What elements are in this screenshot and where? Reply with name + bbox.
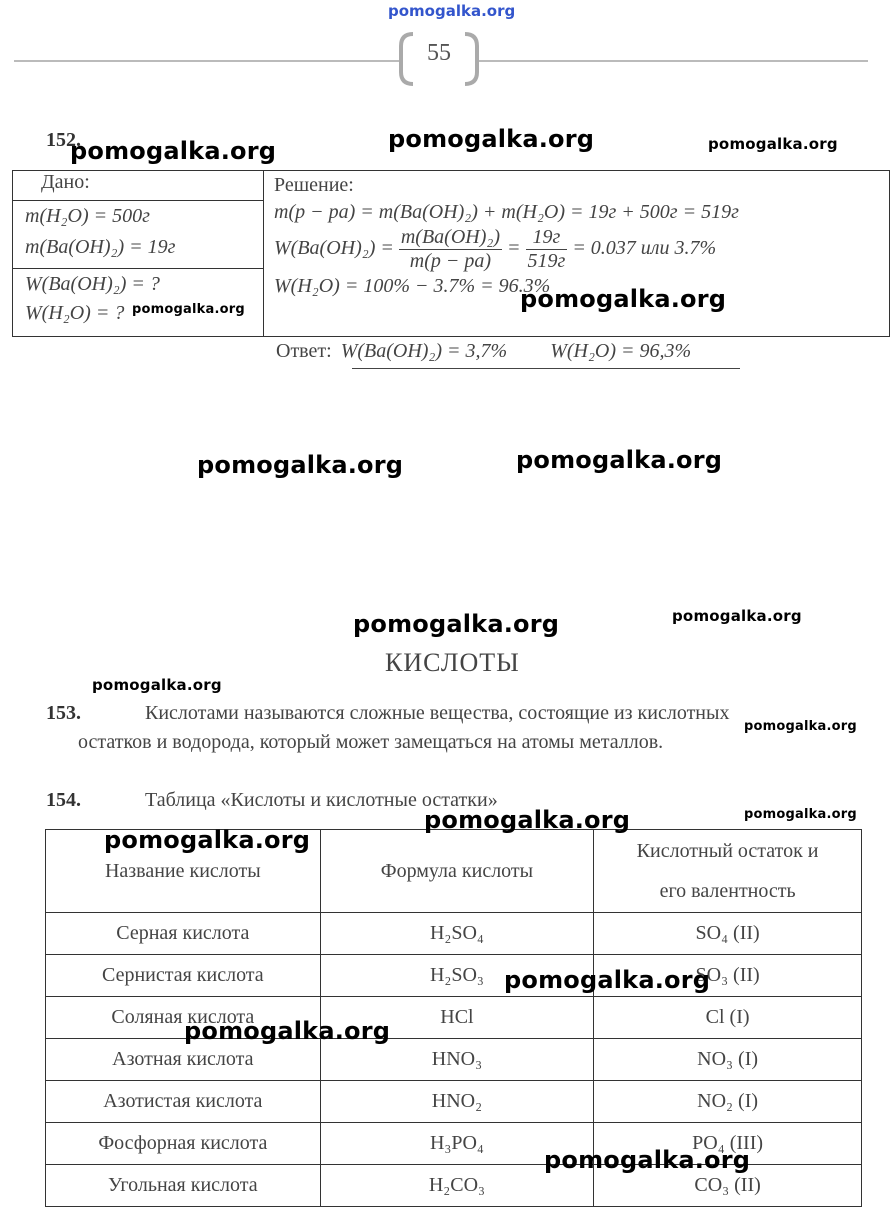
watermark: pomogalka.org bbox=[388, 125, 595, 153]
acid-name: Фосфорная кислота bbox=[46, 1123, 321, 1165]
watermark: pomogalka.org bbox=[520, 285, 727, 313]
watermark: pomogalka.org bbox=[184, 1017, 391, 1045]
acid-name: Азотистая кислота bbox=[46, 1081, 321, 1123]
acid-residue: SO₄ (II) bbox=[594, 913, 862, 955]
solution-line-2: W(Ba(OH)₂) = $\frac{\text{m(Ba(OH)₂)}}{m(p - pa)}$ = $\frac{19г}{519г}$ = 0.037 или 3.7% bbox=[274, 226, 717, 272]
acid-name: Соляная кислота bbox=[46, 997, 321, 1039]
given-values-cell bbox=[13, 201, 264, 269]
watermark: pomogalka.org bbox=[744, 807, 857, 822]
acid-residue: SO₃ (II) bbox=[594, 955, 862, 997]
section-title: КИСЛОТЫ bbox=[385, 648, 520, 677]
answer-label: Ответ: bbox=[276, 340, 332, 362]
find-value-1: W(Ba(OH)₂) = ? bbox=[25, 273, 160, 295]
watermark: pomogalka.org bbox=[104, 826, 311, 854]
acid-formula: HNO₃ bbox=[320, 1039, 594, 1081]
given-header: Дано: bbox=[41, 171, 90, 193]
acid-formula: H₂CO₃ bbox=[320, 1165, 594, 1207]
watermark: pomogalka.org bbox=[672, 607, 802, 625]
given-header-cell bbox=[13, 171, 264, 201]
acid-residue: PO₄ (III) bbox=[594, 1123, 862, 1165]
fraction-denominator-1: m(p − pa) bbox=[409, 250, 492, 272]
header-acid-residue bbox=[594, 830, 862, 913]
page-number: 55 bbox=[427, 40, 451, 66]
answer-underline bbox=[352, 368, 740, 369]
acid-formula: H₂SO₃ bbox=[320, 955, 594, 997]
acid-residue: NO₂ (I) bbox=[594, 1081, 862, 1123]
solution-header: Решение: bbox=[274, 174, 354, 196]
watermark: pomogalka.org bbox=[708, 135, 838, 153]
solution-line-1: m(p − pa) = m(Ba(OH)₂) + m(H₂O) = 19г + 500г = 519г bbox=[274, 201, 739, 223]
watermark: pomogalka.org bbox=[92, 676, 222, 694]
site-link[interactable]: pomogalka.org bbox=[388, 2, 516, 20]
acid-name: Азотная кислота bbox=[46, 1039, 321, 1081]
table-row bbox=[46, 955, 862, 997]
table-row bbox=[46, 1039, 862, 1081]
exercise-154-title: Таблица «Кислоты и кислотные остатки» bbox=[145, 789, 498, 811]
acid-formula: H₃PO₄ bbox=[320, 1123, 594, 1165]
solution-line-2-lhs: W(Ba(OH)₂) = bbox=[274, 237, 394, 260]
watermark: pomogalka.org bbox=[70, 137, 277, 165]
acid-formula: H₂SO₄ bbox=[320, 913, 594, 955]
watermark: pomogalka.org bbox=[516, 446, 723, 474]
exercise-153-line-2: остатков и водорода, который может замещаться на атомы металлов. bbox=[78, 731, 664, 753]
answer-value-2: W(H₂O) = 96,3% bbox=[550, 340, 692, 362]
acid-formula: HCl bbox=[320, 997, 594, 1039]
mass-fraction-fraction bbox=[399, 226, 502, 273]
acid-name: Угольная кислота bbox=[46, 1165, 321, 1207]
watermark: pomogalka.org bbox=[353, 610, 560, 638]
exercise-153-number: 153. bbox=[46, 702, 81, 724]
solution-line-2-rhs: = 0.037 или 3.7% bbox=[572, 237, 717, 260]
watermark: pomogalka.org bbox=[132, 302, 245, 317]
fraction-numerator-2: 19г bbox=[526, 226, 568, 250]
table-row bbox=[46, 913, 862, 955]
acid-formula: HNO₂ bbox=[320, 1081, 594, 1123]
watermark: pomogalka.org bbox=[424, 806, 631, 834]
given-value-1: m(H₂O) = 500г bbox=[25, 205, 150, 227]
header-rule-right bbox=[478, 60, 868, 62]
exercise-153-line-1: Кислотами называются сложные вещества, состоящие из кислотных bbox=[145, 702, 730, 724]
given-value-2: m(Ba(OH)₂) = 19г bbox=[25, 236, 176, 258]
table-row bbox=[46, 997, 862, 1039]
watermark: pomogalka.org bbox=[504, 966, 711, 994]
acid-name: Сернистая кислота bbox=[46, 955, 321, 997]
numeric-fraction bbox=[526, 226, 568, 273]
answer-line bbox=[276, 340, 691, 363]
table-row bbox=[46, 1081, 862, 1123]
fraction-denominator-2: 519г bbox=[527, 250, 566, 272]
watermark: pomogalka.org bbox=[744, 719, 857, 734]
header-acid-name: Название кислоты bbox=[46, 830, 321, 913]
answer-value-1: W(Ba(OH)₂) = 3,7% bbox=[340, 340, 508, 362]
fraction-numerator-1: m(Ba(OH)₂) bbox=[400, 226, 500, 248]
acid-residue: NO₃ (I) bbox=[594, 1039, 862, 1081]
watermark: pomogalka.org bbox=[197, 451, 404, 479]
find-value-2: W(H₂O) = ? bbox=[25, 302, 125, 324]
exercise-152-number: 152. bbox=[46, 129, 81, 151]
watermark: pomogalka.org bbox=[544, 1146, 751, 1174]
header-rule-left bbox=[14, 60, 402, 62]
acid-residue: CO₃ (II) bbox=[594, 1165, 862, 1207]
solution-line-3: W(H₂O) = 100% − 3.7% = 96.3% bbox=[274, 275, 551, 297]
acid-residue: Cl (I) bbox=[594, 997, 862, 1039]
header-residue-line-2: его валентность bbox=[659, 880, 796, 902]
exercise-154-number: 154. bbox=[46, 789, 81, 811]
acid-name: Серная кислота bbox=[46, 913, 321, 955]
header-acid-formula: Формула кислоты bbox=[320, 830, 594, 913]
header-residue-line-1: Кислотный остаток и bbox=[636, 840, 819, 862]
